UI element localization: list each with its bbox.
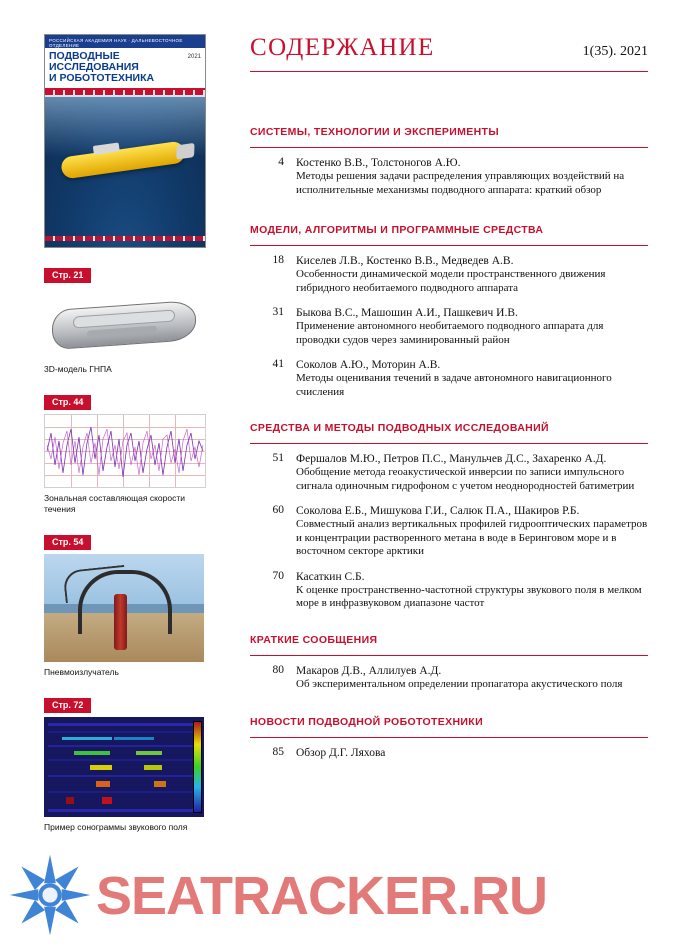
cover-bottom-band bbox=[45, 236, 205, 241]
section-heading-systems: СИСТЕМЫ, ТЕХНОЛОГИИ И ЭКСПЕРИМЕНТЫ bbox=[250, 126, 499, 138]
toc-entry[interactable] bbox=[250, 358, 648, 399]
toc-entry[interactable] bbox=[250, 570, 648, 611]
toc-entry-title: Применение автономного необитаемого подводного аппарата для проводки судов через заминированный район bbox=[296, 320, 604, 346]
toc-entry-authors: Костенко В.В., Толстоногов А.Ю. bbox=[296, 157, 461, 169]
toc-entry[interactable] bbox=[250, 306, 648, 347]
figure-velocity-chart bbox=[44, 414, 206, 488]
page-badge-21[interactable]: Стр. 21 bbox=[44, 268, 91, 283]
sonogram-color-bar bbox=[193, 721, 202, 813]
journal-cover-image bbox=[44, 34, 206, 248]
figure-pneumatic-source-block bbox=[44, 532, 216, 678]
toc-entry[interactable] bbox=[250, 156, 648, 197]
toc-entry-authors: Касаткин С.Б. bbox=[296, 570, 365, 583]
toc-entry-authors: Соколова Е.Б., Мишукова Г.И., Салюк П.А., Шакиров Р.Б. bbox=[296, 505, 580, 517]
toc-entry-page: 60 bbox=[272, 504, 284, 516]
figure-velocity-chart-caption: Зональная составляющая скорости течения bbox=[44, 493, 185, 514]
figure-3d-model-block bbox=[44, 265, 216, 375]
figure-3d-model bbox=[44, 287, 204, 359]
sonogram-canvas bbox=[44, 717, 204, 817]
toc-entry[interactable] bbox=[250, 504, 648, 559]
toc-entry-authors: Киселев Л.В., Костенко В.В., Медведев А.В. bbox=[296, 255, 514, 267]
velocity-trace bbox=[45, 415, 205, 487]
toc-entry[interactable] bbox=[250, 452, 648, 493]
toc-entry-page: 51 bbox=[272, 452, 284, 464]
figure-velocity-chart-block bbox=[44, 392, 216, 515]
toc-entry-authors: Макаров Д.В., Аллилуев А.Д. bbox=[296, 664, 442, 677]
issue-number: 1(35). 2021 bbox=[582, 44, 648, 59]
cover-photo bbox=[45, 97, 205, 247]
toc-entry-authors: Обзор Д.Г. Ляхова bbox=[296, 747, 386, 759]
section-heading-methods: СРЕДСТВА И МЕТОДЫ ПОДВОДНЫХ ИССЛЕДОВАНИЙ bbox=[250, 422, 549, 434]
toc-entry-title: Методы оценивания течений в задаче автономного навигационного счисления bbox=[296, 372, 612, 398]
toc-entry-page: 70 bbox=[272, 569, 284, 582]
toc-entry-authors: Соколов А.Ю., Моторин А.В. bbox=[296, 359, 441, 371]
toc-entry-page: 85 bbox=[272, 746, 284, 758]
page-badge-54[interactable]: Стр. 54 bbox=[44, 535, 91, 550]
toc-entry-title: К оценке пространственно-частотной структуры звукового поля в мелком море в инфразвуковом диапазоне частот bbox=[296, 583, 642, 609]
section-heading-short-reports: КРАТКИЕ СООБЩЕНИЯ bbox=[250, 633, 378, 646]
toc-entry-title: Методы решения задачи распределения управляющих воздействий на исполнительные механизмы подводного аппарата: краткий обзор bbox=[296, 170, 625, 196]
toc-entry-page: 31 bbox=[272, 306, 284, 318]
figure-sonogram bbox=[44, 717, 204, 817]
cover-issue-label: 2021 bbox=[187, 54, 201, 60]
cover-title-block bbox=[45, 48, 205, 90]
figure-pneumatic-source-caption: Пневмоизлучатель bbox=[44, 667, 119, 677]
toc-entry-page: 41 bbox=[272, 358, 284, 370]
figure-3d-model-caption: 3D-модель ГНПА bbox=[44, 364, 112, 374]
left-illustration-column bbox=[44, 34, 216, 833]
toc-entry[interactable] bbox=[250, 746, 648, 760]
cover-title-ru-1: ПОДВОДНЫЕ ИССЛЕДОВАНИЯ bbox=[49, 50, 139, 73]
seatracker-logo-icon bbox=[8, 853, 92, 937]
auv-hull-shape bbox=[52, 300, 196, 350]
toc-entry-title: Совместный анализ вертикальных профилей гидрооптических параметров и концентрации растворенного метана в воде в Беринговом море и в восточном секторе арктики bbox=[296, 518, 648, 557]
toc-entry-authors: Фершалов М.Ю., Петров П.С., Манульчев Д.С., Захаренко А.Д. bbox=[296, 453, 607, 465]
figure-sonogram-caption: Пример сонограммы звукового поля bbox=[44, 822, 188, 832]
section-heading-models: МОДЕЛИ, АЛГОРИТМЫ И ПРОГРАММНЫЕ СРЕДСТВА bbox=[250, 224, 544, 236]
page-badge-44[interactable]: Стр. 44 bbox=[44, 395, 91, 410]
toc-header bbox=[250, 34, 648, 62]
page-badge-72[interactable]: Стр. 72 bbox=[44, 698, 91, 713]
toc-entry-title: Об экспериментальном определении пропагатора акустического поля bbox=[296, 677, 623, 690]
section-heading-news: НОВОСТИ ПОДВОДНОЙ РОБОТОТЕХНИКИ bbox=[250, 716, 483, 728]
page-title: СОДЕРЖАНИЕ bbox=[250, 34, 435, 61]
toc-entry[interactable] bbox=[250, 254, 648, 295]
table-of-contents bbox=[250, 34, 648, 769]
toc-entry[interactable] bbox=[250, 664, 648, 692]
figure-pneumatic-source bbox=[44, 554, 204, 662]
watermark-overlay bbox=[0, 847, 686, 943]
watermark-text: SEATRACKER.RU bbox=[96, 866, 548, 926]
toc-entry-title: Особенности динамической модели пространственного движения гибридного необитаемого подводного аппарата bbox=[296, 268, 606, 294]
toc-entry-authors: Быкова В.С., Машошин А.И., Пашкевич И.В. bbox=[296, 307, 518, 319]
toc-entry-page: 80 bbox=[272, 663, 284, 676]
cover-title-ru-2: И РОБОТОТЕХНИКА bbox=[49, 72, 155, 84]
cover-top-strip: РОССИЙСКАЯ АКАДЕМИЯ НАУК · ДАЛЬНЕВОСТОЧНОЕ ОТДЕЛЕНИЕ bbox=[45, 35, 205, 48]
toc-entry-title: Обобщение метода геоакустической инверсии по записи импульсного сигнала одиночным гидрофоном с учетом неоднородностей батиметрии bbox=[296, 466, 635, 492]
toc-entry-page: 4 bbox=[278, 156, 284, 168]
figure-sonogram-block bbox=[44, 695, 216, 833]
pneumatic-emitter-tube bbox=[114, 594, 127, 650]
toc-entry-page: 18 bbox=[272, 254, 284, 266]
